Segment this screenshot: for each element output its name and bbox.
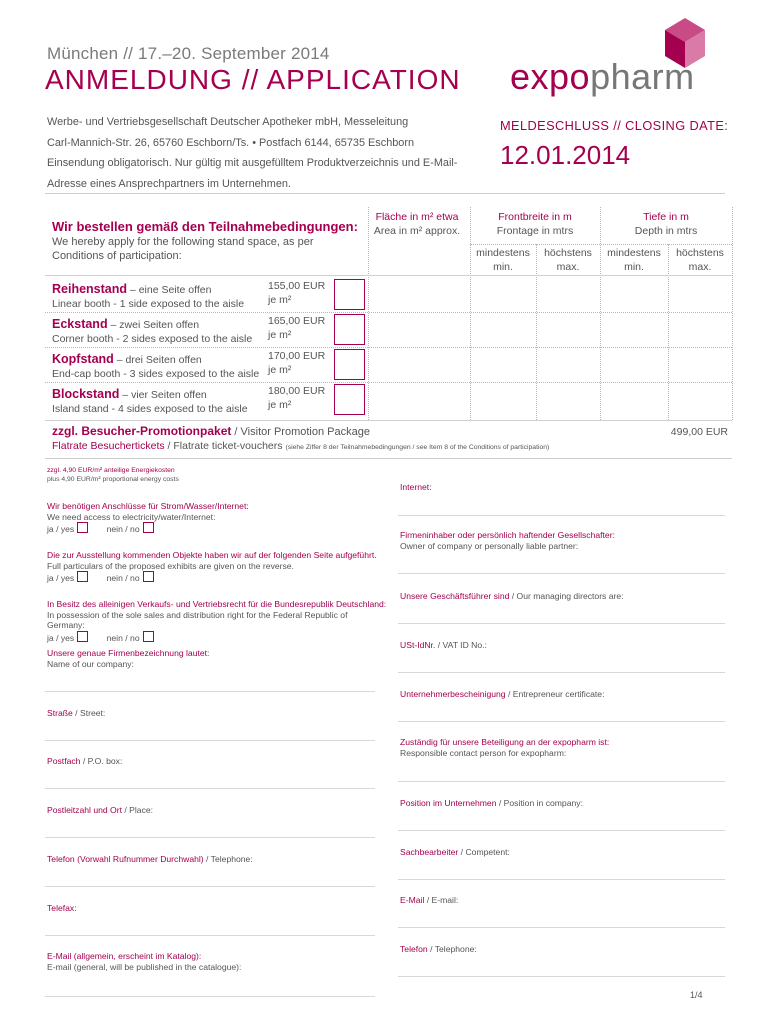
col-front-de: Frontbreite in m	[498, 211, 572, 223]
responsible-line[interactable]	[398, 781, 725, 782]
entrepreneur-field[interactable]	[400, 689, 604, 700]
max-en: max.	[556, 261, 580, 273]
org-line: Adresse eines Ansprechpartners im Unternehmen.	[47, 177, 291, 190]
contact-email-label-en: / E-mail:	[424, 895, 459, 905]
org-block	[47, 112, 477, 194]
booth-name: Eckstand	[52, 317, 108, 331]
promo-title: zzgl. Besucher-Promotionpaket	[52, 424, 232, 438]
pobox-label-en: / P.O. box:	[80, 756, 123, 766]
logo-expo: expo	[510, 56, 591, 97]
area-input-blockstand[interactable]	[334, 384, 365, 415]
booth-row	[52, 280, 372, 312]
owner-label-de: Firmeninhaber oder persönlich haftender Gesellschafter:	[400, 530, 615, 540]
area-input-reihenstand[interactable]	[334, 279, 365, 310]
company-label-de: Unsere genaue Firmenbezeichnung lautet:	[47, 648, 210, 658]
owner-line[interactable]	[398, 573, 725, 574]
org-line: Einsendung obligatorisch. Nur gültig mit ausgefülltem Produktverzeichnis und E-Mail-	[47, 157, 458, 169]
yes-no-row	[47, 522, 387, 535]
title-en: APPLICATION	[266, 64, 461, 95]
street-field[interactable]	[47, 708, 105, 719]
booth-unit: je m²	[268, 399, 292, 411]
company-label-en: Name of our company:	[47, 658, 134, 669]
pobox-line[interactable]	[45, 788, 375, 789]
booth-en: Corner booth - 2 sides exposed to the aisle	[52, 333, 253, 345]
pobox-label-de: Postfach	[47, 756, 81, 766]
promo-sub-en: / Flatrate ticket-vouchers	[164, 440, 283, 452]
promo-sub: Flatrate Besuchertickets	[52, 440, 165, 452]
col-front-en: Frontage in mtrs	[496, 225, 574, 237]
sub-depth-max	[668, 246, 732, 274]
company-line[interactable]	[45, 691, 375, 692]
max-de: höchstens	[676, 247, 724, 259]
phone-line[interactable]	[45, 886, 375, 887]
entrepreneur-line[interactable]	[398, 721, 725, 722]
q-connections-de: Wir benötigen Anschlüsse für Strom/Wasser/Internet:	[47, 501, 249, 511]
street-line[interactable]	[45, 740, 375, 741]
event-line: München // 17.–20. September 2014	[47, 44, 330, 63]
max-en: max.	[688, 261, 712, 273]
q-rights-de: In Besitz des alleinigen Verkaufs- und Vertriebsrecht für die Bundesrepublik Deutschland:	[47, 599, 387, 609]
table-grid	[668, 244, 669, 420]
managers-label-de: Unsere Geschäftsführer sind	[400, 591, 510, 601]
no-label: nein / no	[106, 524, 140, 535]
booth-price: 155,00 EUR	[268, 280, 326, 292]
no-label: nein / no	[106, 632, 140, 643]
yes-label: ja / yes	[47, 573, 75, 584]
col-front-header	[470, 210, 600, 238]
table-grid	[536, 244, 537, 420]
min-de: mindestens	[607, 247, 661, 259]
q-connections	[47, 501, 387, 535]
booth-price: 180,00 EUR	[268, 385, 326, 397]
energy-de: zzgl. 4,90 EUR/m² anteilige Energiekosten	[47, 467, 175, 474]
col-depth-header	[600, 210, 732, 238]
clerk-label-de: Sachbearbeiter	[400, 847, 459, 857]
booth-unit: je m²	[268, 329, 292, 341]
q-connections-en: We need access to electricity/water/Internet:	[47, 511, 216, 522]
responsible-field[interactable]	[400, 737, 725, 758]
q-exhibits-de: Die zur Ausstellung kommenden Objekte haben wir auf der folgenden Seite aufgeführt.	[47, 550, 377, 560]
expopharm-logo	[510, 14, 730, 104]
q-exhibits	[47, 550, 387, 584]
no-checkbox[interactable]	[143, 522, 154, 533]
no-label: nein / no	[106, 573, 140, 584]
pobox-field[interactable]	[47, 756, 122, 767]
zip-line[interactable]	[45, 837, 375, 838]
clerk-label-en: / Competent:	[458, 847, 510, 857]
booth-en: Linear booth - 1 side exposed to the aisle	[52, 298, 245, 310]
phone-field[interactable]	[47, 854, 253, 865]
promo-sub-line	[52, 440, 732, 452]
vat-field[interactable]	[400, 640, 487, 651]
email-label-en: E-mail (general, will be published in the catalogue):	[47, 961, 242, 972]
zip-label-de: Postleitzahl und Ort	[47, 805, 122, 815]
booth-sides: – zwei Seiten offen	[107, 319, 200, 331]
contact-email-label-de: E-Mail	[400, 895, 425, 905]
page-title	[45, 64, 461, 96]
fax-field[interactable]: Telefax:	[47, 903, 77, 913]
booth-name: Reihenstand	[52, 282, 128, 296]
email-label-de: E-Mail (allgemein, erscheint im Katalog):	[47, 951, 202, 961]
promo-row	[52, 424, 732, 452]
booth-unit: je m²	[268, 294, 292, 306]
contact-phone-field[interactable]	[400, 944, 477, 955]
table-grid	[45, 312, 732, 313]
yes-label: ja / yes	[47, 524, 75, 535]
table-grid	[600, 207, 601, 420]
internet-field[interactable]: Internet:	[400, 482, 432, 492]
owner-field[interactable]	[400, 530, 725, 551]
yes-checkbox[interactable]	[77, 631, 88, 642]
title-de: ANMELDUNG	[45, 64, 233, 95]
vat-line[interactable]	[398, 672, 725, 673]
contact-email-line[interactable]	[398, 927, 725, 928]
booth-sides: – drei Seiten offen	[113, 354, 202, 366]
sub-depth-min	[600, 246, 668, 274]
street-label-en: / Street:	[72, 708, 106, 718]
booth-en: Island stand - 4 sides exposed to the aisle	[52, 403, 248, 415]
booth-row	[52, 350, 372, 382]
booth-price: 165,00 EUR	[268, 315, 326, 327]
yes-no-row	[47, 571, 387, 584]
phone-label-en: / Telephone:	[203, 854, 253, 864]
col-depth-de: Tiefe in m	[643, 211, 689, 223]
closing-date-label: MELDESCHLUSS // CLOSING DATE:	[500, 118, 729, 133]
yes-checkbox[interactable]	[77, 522, 88, 533]
booth-price: 170,00 EUR	[268, 350, 326, 362]
vat-label-de: USt-IdNr.	[400, 640, 436, 650]
yes-label: ja / yes	[47, 632, 75, 643]
col-area-de: Fläche in m² etwa	[375, 211, 459, 223]
org-line: Werbe- und Vertriebsgesellschaft Deutscher Apotheker mbH, Messeleitung	[47, 116, 409, 128]
table-grid	[45, 347, 732, 348]
yes-no-row	[47, 631, 387, 644]
booth-row	[52, 385, 372, 417]
logo-pharm: pharm	[590, 56, 695, 97]
title-sep: //	[232, 64, 267, 95]
contact-phone-line[interactable]	[398, 976, 725, 977]
position-label-de: Position im Unternehmen	[400, 798, 497, 808]
booth-sides: – eine Seite offen	[127, 284, 212, 296]
booth-sides: – vier Seiten offen	[119, 389, 207, 401]
zip-field[interactable]	[47, 805, 153, 816]
responsible-label-en: Responsible contact person for expopharm:	[400, 747, 567, 758]
table-grid	[45, 382, 732, 383]
position-field[interactable]	[400, 798, 583, 809]
responsible-label-de: Zuständig für unsere Beteiligung an der expopharm ist:	[400, 737, 610, 747]
yes-checkbox[interactable]	[77, 571, 88, 582]
entrepreneur-label-de: Unternehmerbescheinigung	[400, 689, 506, 699]
table-grid	[45, 420, 732, 421]
org-line: Carl-Mannich-Str. 26, 65760 Eschborn/Ts. • Postfach 6144, 65735 Eschborn	[47, 136, 415, 149]
booth-name: Blockstand	[52, 387, 120, 401]
no-checkbox[interactable]	[143, 631, 154, 642]
max-de: höchstens	[544, 247, 592, 259]
managers-label-en: / Our managing directors are:	[509, 591, 624, 601]
q-exhibits-en: Full particulars of the proposed exhibits are given on the reverse.	[47, 560, 294, 571]
contact-email-field[interactable]	[400, 895, 458, 906]
booth-row	[52, 315, 372, 347]
owner-label-en: Owner of company or personally liable partner:	[400, 540, 579, 551]
table-grid	[45, 275, 732, 276]
managers-line[interactable]	[398, 623, 725, 624]
email-line[interactable]	[45, 996, 375, 997]
left-column	[47, 466, 377, 484]
clerk-field[interactable]	[400, 847, 510, 858]
table-grid	[470, 207, 471, 420]
q-rights	[47, 599, 387, 643]
no-checkbox[interactable]	[143, 571, 154, 582]
col-area-en: Area in m² approx.	[373, 225, 461, 237]
clerk-line[interactable]	[398, 879, 725, 880]
area-input-eckstand[interactable]	[334, 314, 365, 345]
company-field[interactable]	[47, 648, 377, 669]
contact-phone-label-de: Telefon	[400, 944, 428, 954]
internet-line[interactable]	[398, 515, 725, 516]
table-grid	[470, 244, 732, 245]
min-en: min.	[624, 261, 644, 273]
booth-unit: je m²	[268, 364, 292, 376]
table-intro-title: Wir bestellen gemäß den Teilnahmebedingungen:	[52, 219, 358, 234]
min-en: min.	[493, 261, 513, 273]
table-grid	[732, 207, 733, 420]
promo-price: 499,00 EUR	[670, 426, 728, 438]
table-intro-en-1: We hereby apply for the following stand space, as per	[52, 236, 314, 248]
promo-title-line	[52, 424, 732, 438]
energy-en: plus 4,90 EUR/m² proportional energy costs	[47, 476, 179, 483]
page-number: 1/4	[690, 990, 703, 1000]
phone-label-de: Telefon (Vorwahl Rufnummer Durchwahl)	[47, 854, 204, 864]
logo-wordmark	[510, 56, 695, 98]
col-depth-en: Depth in mtrs	[634, 225, 698, 237]
q-rights-en: In possession of the sole sales and distribution right for the Federal Republic of Germany:	[47, 609, 348, 631]
table-intro-en-2: Conditions of participation:	[52, 250, 182, 262]
sub-front-max	[536, 246, 600, 274]
street-label-de: Straße	[47, 708, 73, 718]
position-label-en: / Position in company:	[496, 798, 583, 808]
table-grid	[45, 458, 732, 459]
closing-date: 12.01.2014	[500, 140, 631, 170]
email-field[interactable]	[47, 951, 377, 972]
entrepreneur-label-en: / Entrepreneur certificate:	[505, 689, 605, 699]
zip-label-en: / Place:	[122, 805, 154, 815]
area-input-kopfstand[interactable]	[334, 349, 365, 380]
fax-line[interactable]	[45, 935, 375, 936]
header-divider	[45, 193, 725, 194]
booth-name: Kopfstand	[52, 352, 114, 366]
min-de: mindestens	[476, 247, 530, 259]
position-line[interactable]	[398, 830, 725, 831]
vat-label-en: / VAT ID No.:	[435, 640, 487, 650]
col-area-header	[367, 210, 467, 238]
promo-title-en: / Visitor Promotion Package	[231, 426, 370, 438]
managers-field[interactable]	[400, 591, 624, 602]
sub-front-min	[470, 246, 536, 274]
booth-en: End-cap booth - 3 sides exposed to the aisle	[52, 368, 260, 380]
promo-note: (siehe Ziffer 8 der Teilnahmebedingungen / see Item 8 of the Conditions of participation)	[285, 444, 550, 451]
contact-phone-label-en: / Telephone:	[427, 944, 477, 954]
